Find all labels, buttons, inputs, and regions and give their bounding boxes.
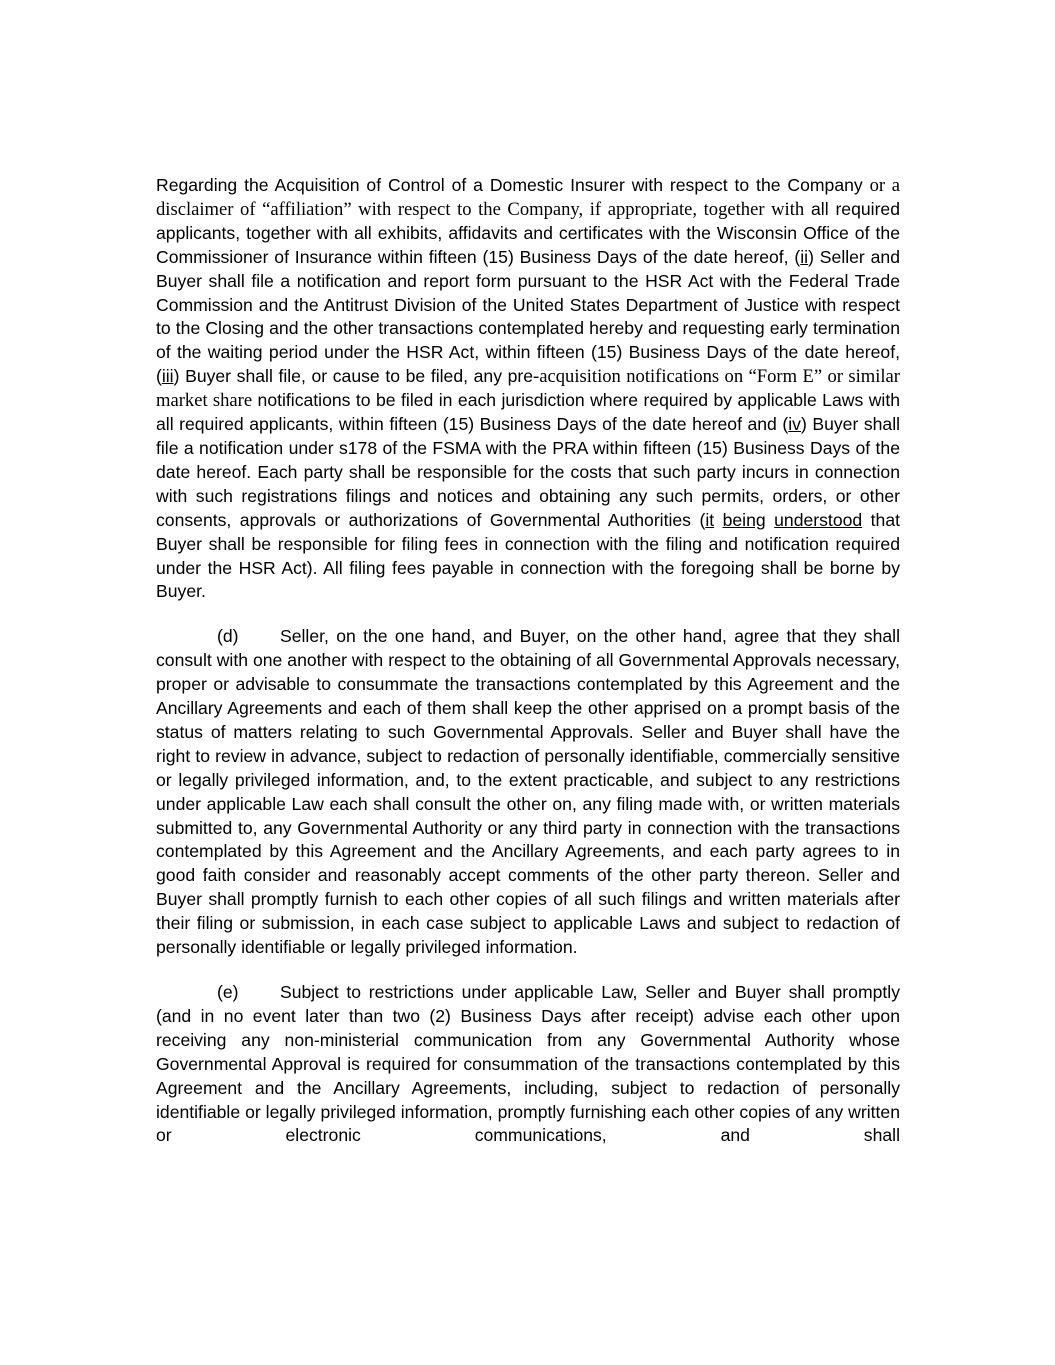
text-segment: Regarding the Acquisition of Control of a Domestic Insurer with respect to the Company: [156, 175, 870, 195]
clause-label-d: (d): [217, 626, 239, 647]
document-page: [156, 174, 900, 1148]
paragraph-d-text: Seller, on the one hand, and Buyer, on the other hand, agree that they shall consult with one another with respect to the obtaining of all Governmental Approvals necessary, proper or advisable to consummate the transactions contemplated by this Agreement and the Ancillary Agreements and each of them shall keep the other apprised on a prompt basis of the status of matters relating to such Governmental Approvals. Seller and Buyer shall have the right to review in advance, subject to redaction of personally identifiable, commercially sensitive or legally privileged information, and, to the extent practicable, and subject to any restrictions under applicable Law each shall consult the other on, any filing made with, or written materials submitted to, any Governmental Authority or any third party in connection with the transactions contemplated by this Agreement and the Ancillary Agreements, and each party agrees to in good faith consider and reasonably accept comments of the other party thereon. Seller and Buyer shall promptly furnish to each other copies of all such filings and written materials after their filing or submission, in each case subject to applicable Laws and subject to redaction of personally identifiable or legally privileged information.: [156, 626, 900, 958]
paragraph-continuation: [156, 174, 900, 604]
text-segment: that Buyer shall be responsible for filing fees in connection with the filing and notification required under the HSR Act). All filing fees payable in connection with the foregoing shall be borne by Buyer.: [156, 509, 901, 602]
clause-number-iii: iii: [161, 366, 174, 387]
clause-number-iv: iv: [788, 414, 801, 435]
text-segment: ) Buyer shall file a notification under s178 of the FSMA with the PRA within fifteen (15) Business Days of the date hereof. Each party shall be responsible for the costs that such party incurs in connection with such registrations filings and notices and obtaining any such permits, orders, or other consents, approvals or authorizations of Governmental Authorities (: [156, 414, 901, 530]
paragraph-e-text: Subject to restrictions under applicable Law, Seller and Buyer shall promptly (and in no event later than two (2) Business Days after receipt) advise each other upon receiving any non-ministerial communication from any Governmental Authority whose Governmental Approval is required for consummation of the transactions contemplated by this Agreement and the Ancillary Agreements, including, subject to redaction of personally identifiable or legally privileged information, promptly furnishing each other copies of any written or electronic communications, and shall: [156, 982, 900, 1146]
paragraph-e: [156, 981, 900, 1148]
underlined-being: being: [722, 509, 766, 530]
clause-number-ii: ii: [800, 246, 809, 267]
text-segment-serif: -acquisition notifications on “Form E” or similar market share: [156, 366, 900, 412]
text-segment: ) Buyer shall file, or cause to be filed, any pre: [173, 366, 534, 387]
paragraph-d: [156, 625, 900, 960]
underlined-understood: understood: [774, 509, 863, 530]
text-segment: all required applicants, together with all exhibits, affidavits and certificates with the Wisconsin Office of the Commissioner of Insurance within fifteen (15) Business Days of the date hereof, (: [156, 198, 900, 267]
text-segment-serif: or a disclaimer of “affiliation” with respect to the Company, if appropriate, together with: [156, 175, 900, 220]
text-segment: notifications to be filed in each jurisdiction where required by applicable Laws with all required applicants, within fifteen (15) Business Days of the date hereof and (: [156, 390, 900, 435]
clause-label-e: (e): [217, 982, 239, 1002]
underlined-it: it: [705, 509, 715, 530]
text-segment: ) Seller and Buyer shall file a notification and report form pursuant to the HSR Act with the Federal Trade Commission and the Antitrust Division of the United States Department of Justice with respect to the Closing and the other transactions contemplated hereby and requesting early termination of the waiting period under the HSR Act, within fifteen (15) Business Days of the date hereof, (: [156, 246, 900, 387]
